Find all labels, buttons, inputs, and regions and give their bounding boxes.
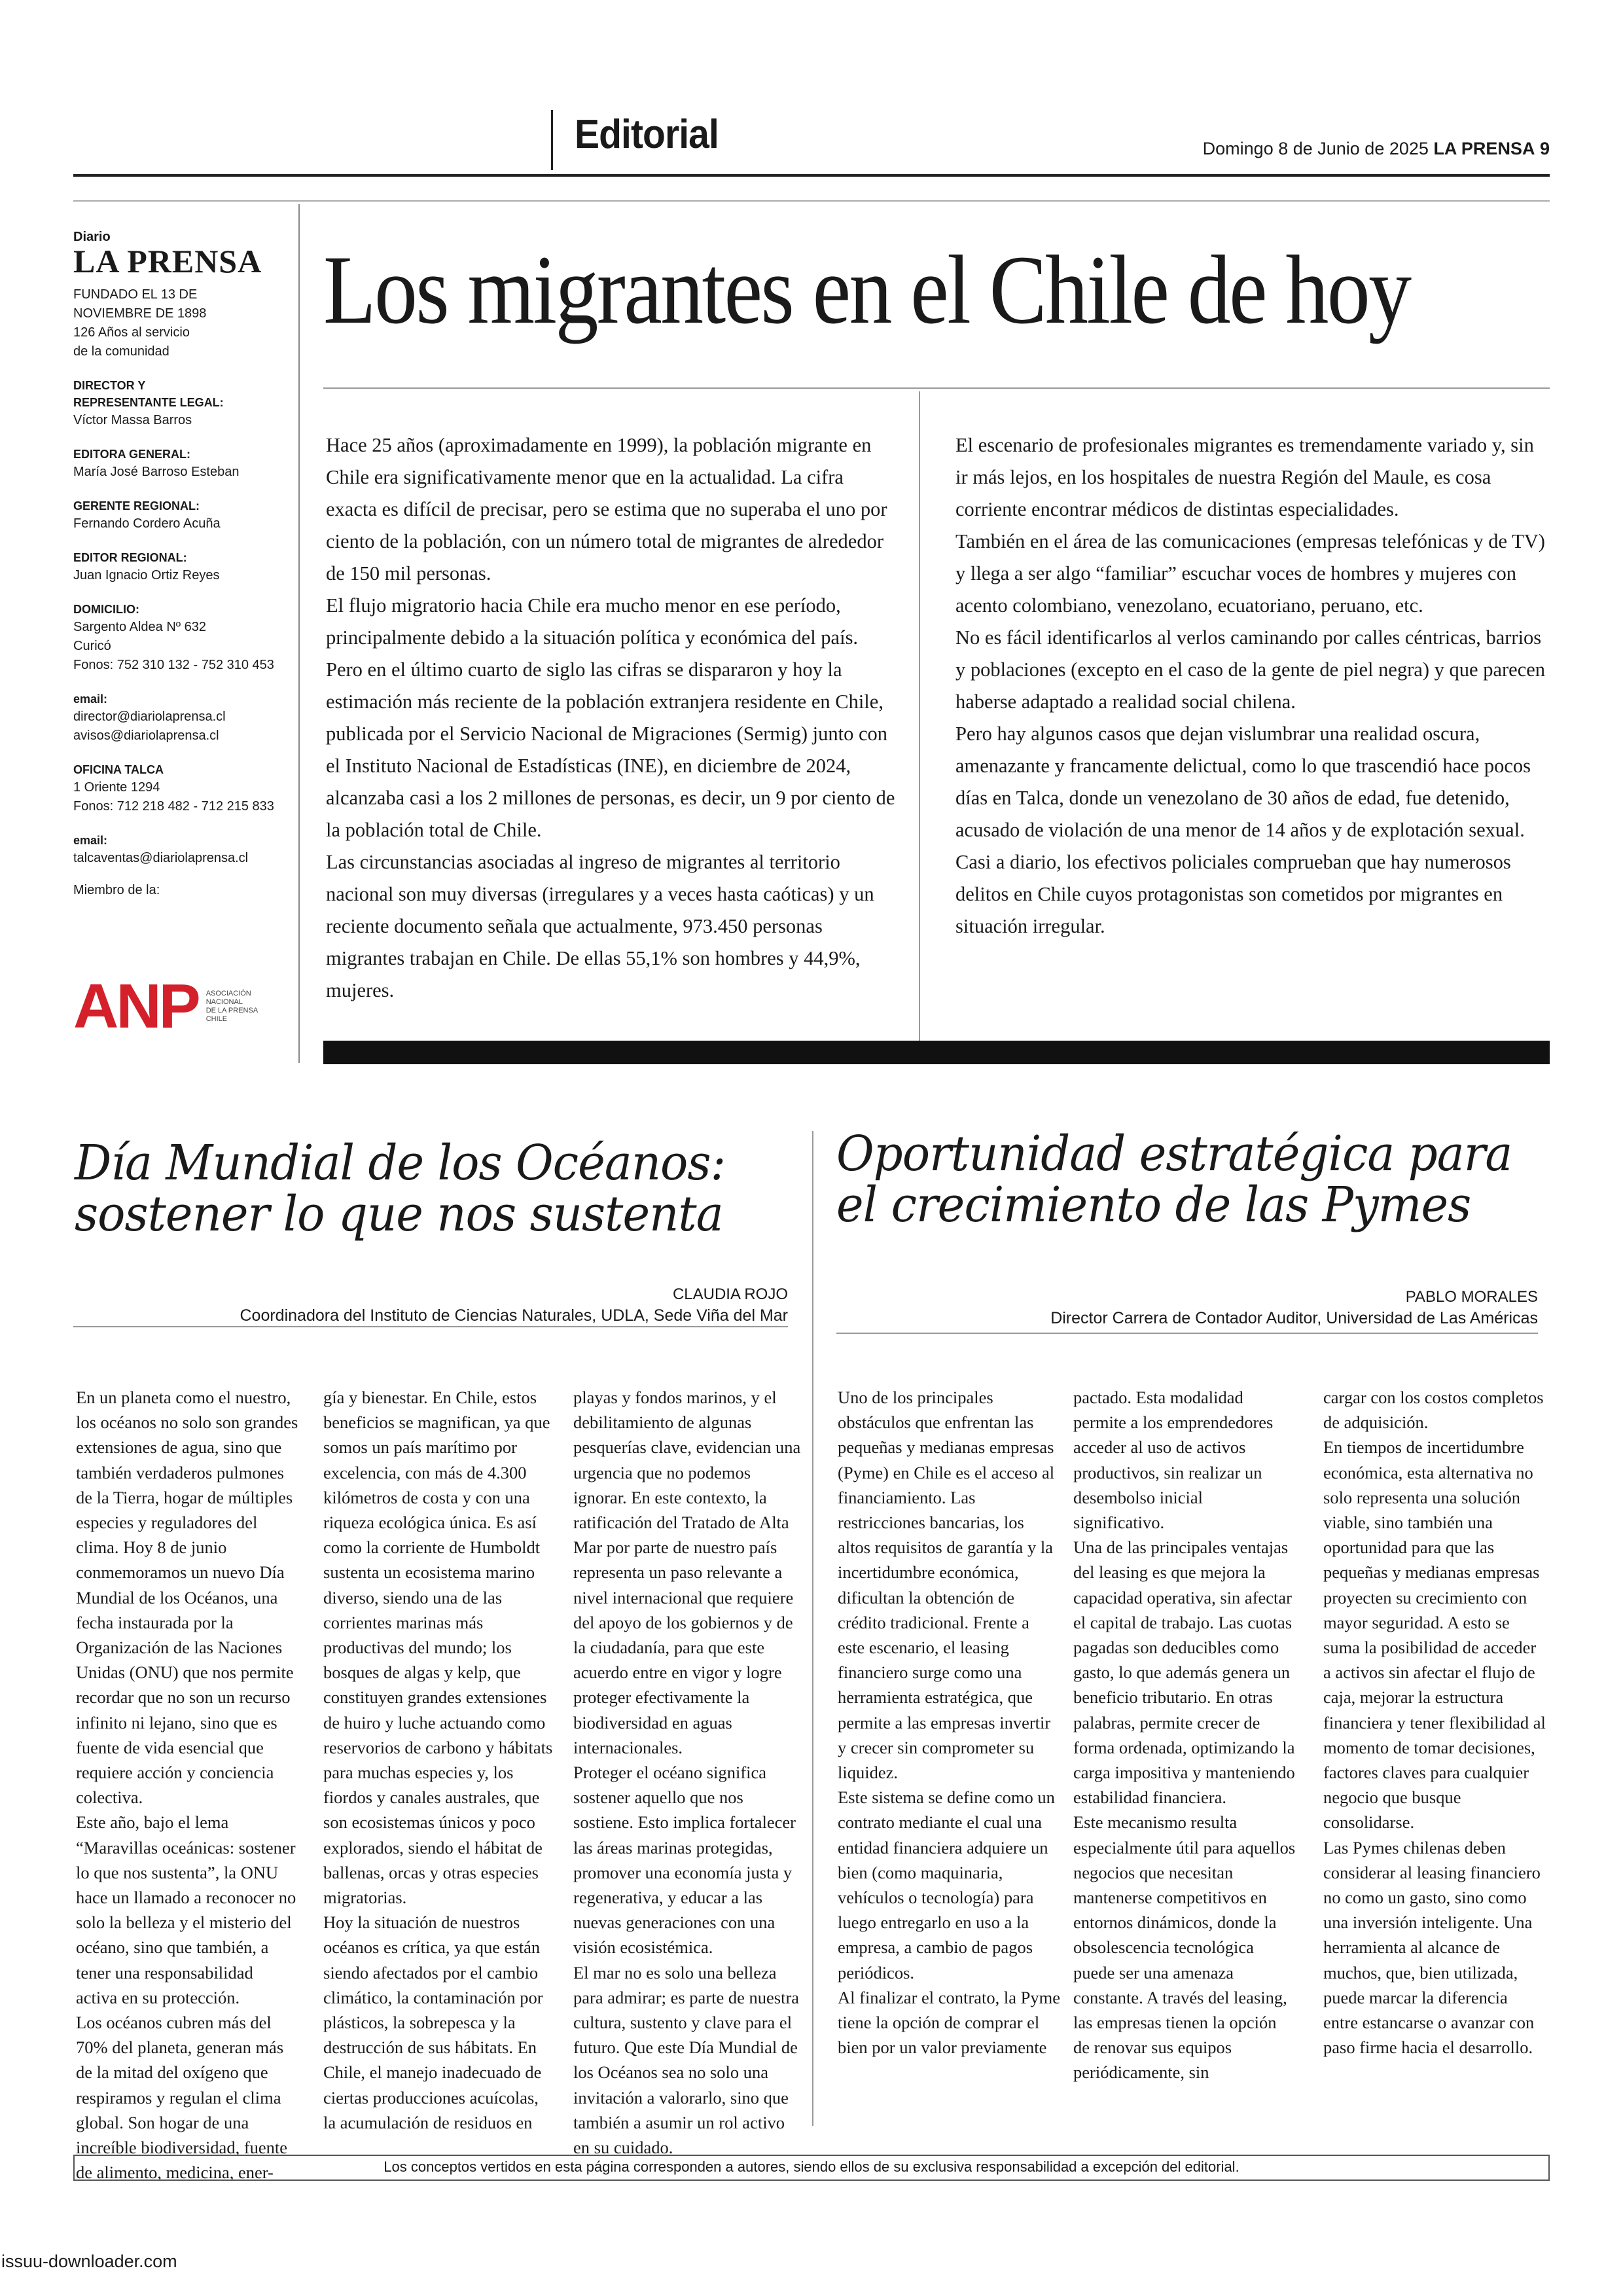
opinion-1-byline — [73, 1284, 788, 1326]
author-name: CLAUDIA ROJO — [672, 1285, 788, 1303]
paragraph: gía y bienestar. En Chile, estos beneficios se magnifican, ya que somos un país marítimo por excelencia, con más de 4.300 kilómetros de costa y con una riqueza ecológica única. Es así como la corriente de Humboldt sustenta un ecosistema marino diverso, siendo una de las corrientes marinas más productivas del mundo; los bosques de algas y kelp, que constituyen grandes extensiones de huiro y luche actuando como reservorios de carbono y hábitats para muchas especies y, los fiordos y canales australes, que son ecosistemas únicos y poco explorados, siendo el hábitat de ballenas, orcas y otras especies migratorias. — [323, 1388, 553, 1908]
paragraph: Las Pymes chilenas deben considerar al leasing financiero no como un gasto, sino como una inversión inteligente. Una herramienta al alcance de muchos, que, bien utilizada, puede marcar la diferencia entre estancarse o avanzar con paso firme hacia el desarrollo. — [1323, 1837, 1541, 2058]
page-number: 9 — [1539, 139, 1550, 158]
editorial-title: Los migrantes en el Chile de hoy — [323, 236, 1410, 344]
address-label: DOMICILIO: — [73, 603, 139, 616]
email-label: email: — [73, 834, 108, 847]
watermark: issuu-downloader.com — [1, 2251, 177, 2271]
opinion-1-title — [75, 1135, 726, 1242]
member-label: Miembro de la: — [73, 883, 160, 897]
talca-line: 1 Oriente 1294 — [73, 780, 160, 795]
paragraph: pactado. Esta modalidad permite a los emprendedores acceder al uso de activos productivos, sin realizar un desembolso inicial significativo. — [1073, 1388, 1274, 1533]
paragraph: Este mecanismo resulta especialmente útil para aquellos negocios que necesitan mantenerse competitivos en entornos dinámicos, donde la obsolescencia tecnológica puede ser una amenaza constante. A través del leasing, las empresas tienen la opción de renovar sus equipos periódicamente, sin — [1073, 1812, 1296, 2083]
paragraph: Este año, bajo el lema “Maravillas oceánicas: sostener lo que nos sustenta”, la ONU hace un llamado a reconocer no solo la belleza y el misterio del océano, sino que también, a tener una responsabilidad activa en su protección. — [76, 1812, 296, 2007]
opinion-2-rule — [836, 1333, 1538, 1334]
email-address[interactable]: avisos@diariolaprensa.cl — [73, 728, 219, 743]
paragraph: Casi a diario, los efectivos policiales comprueban que hay numerosos delitos en Chile cuyos protagonistas son cometidos por migrantes en situación irregular. — [955, 851, 1511, 937]
paragraph: Las circunstancias asociadas al ingreso de migrantes al territorio nacional son muy diversas (irregulares y a veces hasta caóticas) y un reciente documento señala que actualmente, 973.450 personas migrantes trabajan en Chile. De ellas 55,1% son hombres y 44,9%, mujeres. — [326, 851, 874, 1001]
paragraph: Este sistema se define como un contrato mediante el cual una entidad financiera adquiere un bien (como maquinaria, vehículos o tecnología) para luego entregarlo en uso a la empresa, a cambio de pagos periódicos. — [838, 1787, 1055, 1982]
label-line: REPRESENTANTE LEGAL: — [73, 396, 224, 409]
editor-name: María José Barroso Esteban — [73, 465, 240, 479]
paragraph: cargar con los costos completos de adquisición. — [1323, 1388, 1544, 1433]
paragraph: Proteger el océano significa sostener aquello que nos sostiene. Esto implica fortalecer las áreas marinas protegidas, promover una economía justa y regenerativa, y educar a las nuevas generaciones con una visión ecosistémica. — [573, 1763, 796, 1958]
paragraph: playas y fondos marinos, y el debilitamiento de algunas pesquerías clave, evidencian una urgencia que no podemos ignorar. En este contexto, la ratificación del Tratado de Alta Mar por parte de nuestro país representa un paso relevante a nivel internacional que requiere del apoyo de los gobiernos y de la ciudadanía, para que este acuerdo entre en vigor y logre proteger efectivamente la biodiversidad en aguas internacionales. — [573, 1388, 801, 1757]
editor-label: EDITORA GENERAL: — [73, 448, 191, 461]
paragraph: No es fácil identificarlos al verlos caminando por calles céntricas, barrios y poblaciones (excepto en el caso de la gente de piel negra) y que parecen haberse adaptado a realidad social chilena. — [955, 626, 1546, 713]
paragraph: Hace 25 años (aproximadamente en 1999), la población migrante en Chile era significativamente menor que en la actualidad. La cifra exacta es difícil de precisar, pero se estima que no superaba el uno por ciento de la población, con un número total de migrantes de alrededor de 150 mil personas. — [326, 434, 887, 584]
footer-disclaimer: Los conceptos vertidos en esta página corresponden a autores, siendo ellos de su exclusiva responsabilidad a excepción del editorial. — [383, 2159, 1240, 2175]
address-line: Fonos: 752 310 132 - 752 310 453 — [73, 658, 274, 672]
masthead-logo: LA PRENSA — [73, 243, 262, 279]
opinion-divider — [812, 1131, 813, 2126]
director-name: Víctor Massa Barros — [73, 413, 192, 427]
masthead — [73, 230, 296, 900]
header-rule — [73, 174, 1550, 177]
section-title: Editorial — [575, 112, 719, 157]
editorial-rule — [323, 387, 1550, 389]
founded-line: NOVIEMBRE DE 1898 — [73, 306, 207, 321]
email-address[interactable]: director@diariolaprensa.cl — [73, 709, 226, 724]
label-line: DIRECTOR Y — [73, 379, 146, 392]
paragraph: En tiempos de incertidumbre económica, esta alternativa no solo representa una solución viable, sino también una oportunidad para que las pequeñas y medianas empresas proyecten su crecimiento con mayor seguridad. A esto se suma la posibilidad de acceder a activos sin afectar el flujo de caja, mejorar la estructura financiera y tener flexibilidad al momento de tomar decisiones, factores claves para cualquier negocio que busque consolidarse. — [1323, 1437, 1546, 1833]
anp-text-line: NACIONAL — [205, 998, 243, 1006]
founded-line: FUNDADO EL 13 DE — [73, 287, 198, 302]
anp-text-line: CHILE — [205, 1015, 228, 1023]
masthead-diario: Diario — [73, 230, 111, 244]
editorial-column-divider — [919, 391, 920, 1041]
editorial-bottom-bar — [323, 1041, 1550, 1064]
opinion-2-byline — [836, 1287, 1538, 1329]
email-label: email: — [73, 692, 108, 706]
paragraph: El flujo migratorio hacia Chile era mucho menor en ese período, principalmente debido a la situación política y económica del país. — [326, 594, 859, 649]
paragraph: En un planeta como el nuestro, los océanos no solo son grandes extensiones de agua, sino que también verdaderos pulmones de la Tierra, hogar de múltiples especies y reguladores del clima. Hoy 8 de junio conmemoramos un nuevo Día Mundial de los Océanos, una fecha instaurada por la Organización de las Naciones Unidas (ONU) que nos permite recordar que no son un recurso infinito ni lejano, sino que es fuente de vida esencial que requiere acción y conciencia colectiva. — [76, 1388, 298, 1808]
anp-text — [206, 990, 258, 1024]
masthead-founded — [73, 285, 296, 361]
opinion-2-column-2 — [1073, 1385, 1296, 2085]
header-divider — [551, 110, 553, 170]
title-line: el crecimiento de las Pymes — [836, 1177, 1471, 1233]
opinion-1-column-1 — [76, 1385, 298, 2185]
manager-label: GERENTE REGIONAL: — [73, 499, 200, 512]
title-line: Oportunidad estratégica para — [836, 1126, 1512, 1182]
editorial-column-1 — [326, 429, 895, 1007]
anp-logo — [73, 971, 259, 1041]
address-line: Sargento Aldea Nº 632 — [73, 620, 207, 634]
paragraph: El escenario de profesionales migrantes es tremendamente variado y, sin ir más lejos, en los hospitales de nuestra Región del Maule, es cosa corriente encontrar médicos de distintas especialidades. — [955, 434, 1534, 520]
editorial-column-2 — [955, 429, 1550, 942]
paper-name: LA PRENSA — [1433, 139, 1535, 158]
paragraph: El mar no es solo una belleza para admirar; es parte de nuestra cultura, sustento y clave para el futuro. Que este Día Mundial de los Océanos sea no solo una invitación a valorarlo, sino que también a asumir un rol activo en su cuidado. — [573, 1962, 800, 2158]
paragraph: Uno de los principales obstáculos que enfrentan las pequeñas y medianas empresas (Pyme) en Chile es el acceso al financiamiento. Las restricciones bancarias, los altos requisitos de garantía y la incertidumbre económica, dificultan la obtención de crédito tradicional. Frente a este escenario, el leasing financiero surge como una herramienta estratégica, que permite a las empresas invertir y crecer sin comprometer su liquidez. — [838, 1388, 1055, 1783]
paragraph: Una de las principales ventajas del leasing es que mejora la capacidad operativa, sin afectar el capital de trabajo. Las cuotas pagadas son deducibles como gasto, lo que además genera un beneficio tributario. En otras palabras, permite crecer de forma ordenada, optimizando la carga impositiva y manteniendo estabilidad financiera. — [1073, 1537, 1295, 1808]
opinion-2-title — [836, 1126, 1512, 1233]
director-label — [73, 377, 296, 411]
regional-editor-label: EDITOR REGIONAL: — [73, 551, 187, 564]
founded-line: de la comunidad — [73, 344, 169, 359]
paragraph: Los océanos cubren más del 70% del planeta, generan más de la mitad del oxígeno que respiramos y regulan el clima global. Son hogar de una increíble biodiversidad, fuente de alimento, medicina, ener- — [76, 2013, 288, 2183]
paragraph: También en el área de las comunicaciones (empresas telefónicas y de TV) y llega a ser algo “familiar” escuchar voces de hombres y mujeres con acento colombiano, venezolano, ecuatoriano, peruano, etc. — [955, 530, 1545, 617]
issue-date: Domingo 8 de Junio de 2025 — [1202, 139, 1429, 158]
talca-office-label: OFICINA TALCA — [73, 763, 164, 776]
founded-line: 126 Años al servicio — [73, 325, 190, 340]
email-address[interactable]: talcaventas@diariolaprensa.cl — [73, 851, 249, 865]
talca-line: Fonos: 712 218 482 - 712 215 833 — [73, 799, 274, 814]
date-line — [1203, 139, 1550, 159]
regional-editor-name: Juan Ignacio Ortiz Reyes — [73, 568, 220, 583]
opinion-1-column-2 — [323, 1385, 555, 2135]
manager-name: Fernando Cordero Acuña — [73, 516, 221, 531]
anp-letters: ANP — [73, 971, 198, 1041]
address-line: Curicó — [73, 639, 111, 653]
author-name: PABLO MORALES — [1405, 1288, 1538, 1306]
paragraph: Hoy la situación de nuestros océanos es crítica, ya que están siendo afectados por el cambio climático, la contaminación por plásticos, la sobrepesca y la destrucción de sus hábitats. En Chile, el manejo inadecuado de ciertas producciones acuícolas, la acumulación de residuos en — [323, 1912, 543, 2132]
paragraph: Pero en el último cuarto de siglo las cifras se dispararon y hoy la estimación más reciente de la población extranjera residente en Chile, publicada por el Servicio Nacional de Migraciones (Sermig) junto con el Instituto Nacional de Estadísticas (INE), en diciembre de 2024, alcanzaba casi a los 2 millones de personas, es decir, un 9 por ciento de la población total de Chile. — [326, 658, 895, 841]
sidebar-divider — [298, 204, 300, 1063]
opinion-2-column-1 — [838, 1385, 1060, 2060]
paragraph: Pero hay algunos casos que dejan vislumbrar una realidad oscura, amenazante y francamente delictual, como lo que trascendió hace pocos días en Talca, donde un venezolano de 30 años de edad, fue detenido, acusado de violación de una menor de 14 años y de explotación sexual. — [955, 723, 1531, 841]
title-line: sostener lo que nos sustenta — [75, 1186, 723, 1242]
opinion-1-rule — [73, 1326, 788, 1327]
opinion-1-column-3 — [573, 1385, 802, 2160]
opinion-2-column-3 — [1323, 1385, 1546, 2060]
title-line: Día Mundial de los Océanos: — [75, 1135, 726, 1191]
paragraph: Al finalizar el contrato, la Pyme tiene la opción de comprar el bien por un valor previamente — [838, 1987, 1060, 2058]
author-role: Director Carrera de Contador Auditor, Universidad de Las Américas — [1050, 1309, 1538, 1327]
header-rule-thin — [73, 200, 1550, 202]
author-role: Coordinadora del Instituto de Ciencias Naturales, UDLA, Sede Viña del Mar — [240, 1306, 788, 1325]
anp-text-line: ASOCIACIÓN — [205, 990, 251, 997]
anp-text-line: DE LA PRENSA — [205, 1007, 259, 1014]
